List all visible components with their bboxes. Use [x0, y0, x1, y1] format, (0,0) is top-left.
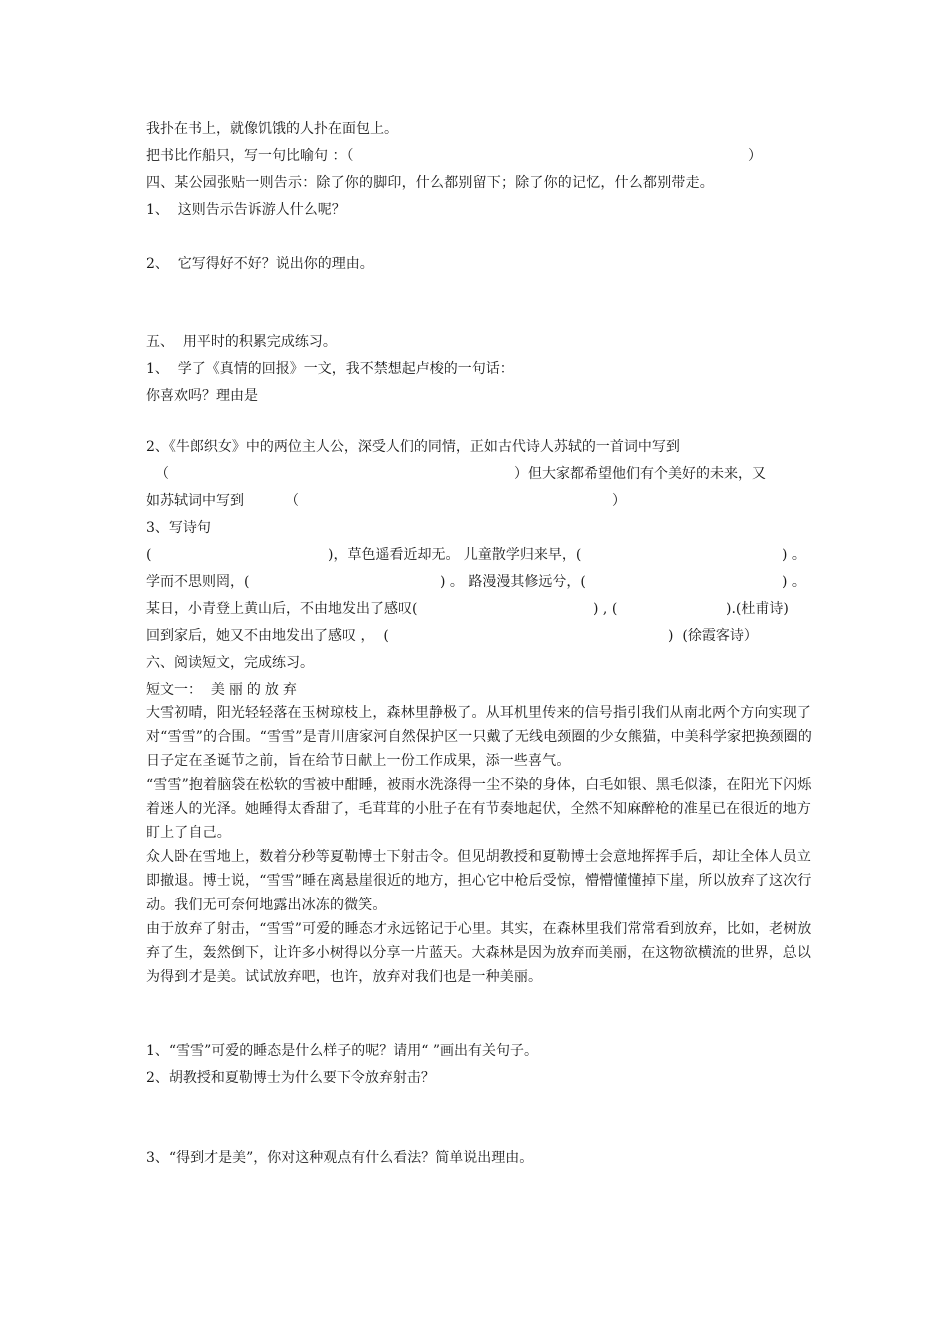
text-line: 回到家后，她又不由地发出了感叹 ， (	[146, 628, 389, 644]
text-line: ) 。 路漫漫其修远兮，(	[440, 574, 586, 590]
question: 1、 这则告示告诉游人什么呢？	[146, 202, 346, 218]
passage-prefix: 短文一：	[146, 682, 202, 698]
paragraph: 由于放弃了射击，“雪雪”可爱的睡态才永远铭记于心里。其实，在森林里我们常常看到放弃，比如，老树放弃了生，轰然倒下，让许多小树得以分享一片蓝天。大森林是因为放弃而美丽，在这物欲横流的世界，总以为得到才是美。试试放弃吧，也许，放弃对我们也是一种美丽。	[146, 921, 812, 985]
section-heading: 五、 用平时的积累完成练习。	[146, 334, 337, 350]
text-line: ).(杜甫诗)	[726, 601, 789, 617]
text-line: )，草色遥看近却无。 儿童散学归来早，(	[328, 547, 582, 563]
passage	[146, 701, 812, 989]
text-line: (	[146, 547, 152, 563]
passage-label	[146, 681, 301, 699]
question: 1、 学了《真情的回报》一文，我不禁想起卢梭的一句话：	[146, 361, 514, 377]
text-line: 学而不思则罔，(	[146, 574, 250, 590]
text-line: ）但大家都希望他们有个美好的未来，又	[514, 466, 766, 482]
paragraph: 大雪初晴，阳光轻轻落在玉树琼枝上，森林里静极了。从耳机里传来的信号指引我们从南北两个方向实现了对“雪雪”的合围。“雪雪”是青川唐家河自然保护区一只戴了无线电颈圈的少女熊猫，中美科学家把换颈圈的日子定在圣诞节之前，旨在给节日献上一份工作成果，添一些喜气。	[146, 705, 812, 769]
text-line: （	[285, 493, 299, 509]
paragraph: “雪雪”抱着脑袋在松软的雪被中酣睡，被雨水洗涤得一尘不染的身体，白毛如银、黑毛似漆，在阳光下闪烁着迷人的光泽。她睡得太香甜了，毛茸茸的小肚子在有节奏地起伏，全然不知麻醉枪的准星已在很近的地方盯上了自己。	[146, 777, 812, 841]
passage-title: 美丽的放弃	[210, 682, 301, 698]
text-line: 如苏轼词中写到	[146, 493, 244, 509]
text-line: ）	[748, 148, 762, 164]
question: 3、“得到才是美”，你对这种观点有什么看法？简单说出理由。	[146, 1150, 534, 1166]
text-line: （	[155, 466, 169, 482]
text-line: 我扑在书上，就像饥饿的人扑在面包上。	[146, 121, 398, 137]
question: 3、写诗句	[146, 520, 211, 536]
text-line: ) 。	[782, 574, 806, 590]
text-line: ) 。	[782, 547, 806, 563]
paragraph: 众人卧在雪地上，数着分秒等夏勒博士下射击令。但见胡教授和夏勒博士会意地挥挥手后，却让全体人员立即撤退。博士说，“雪雪”睡在离悬崖很近的地方，担心它中枪后受惊，懵懵懂懂掉下崖，所以放弃了这次行动。我们无可奈何地露出冰冻的微笑。	[146, 849, 812, 913]
text-line: 你喜欢吗？理由是	[146, 388, 258, 404]
text-line: 把书比作船只，写一句比喻句 ：（	[146, 148, 354, 164]
text-line: ) (徐霞客诗）	[668, 628, 758, 644]
text-line: ) , (	[593, 601, 618, 617]
question: 1、“雪雪”可爱的睡态是什么样子的呢？请用“ ”画出有关句子。	[146, 1043, 538, 1059]
section-heading: 六、阅读短文，完成练习。	[146, 655, 314, 671]
section-heading: 四、某公园张贴一则告示：除了你的脚印，什么都别留下；除了你的记忆，什么都别带走。	[146, 175, 714, 191]
question: 2、胡教授和夏勒博士为什么要下令放弃射击？	[146, 1070, 435, 1086]
text-line: 某日，小青登上黄山后，不由地发出了感叹(	[146, 601, 418, 617]
question: 2、 它写得好不好？说出你的理由。	[146, 256, 374, 272]
text-line: ）	[612, 493, 626, 509]
question: 2、《牛郎织女》中的两位主人公，深受人们的同情，正如古代诗人苏轼的一首词中写到	[146, 439, 680, 455]
